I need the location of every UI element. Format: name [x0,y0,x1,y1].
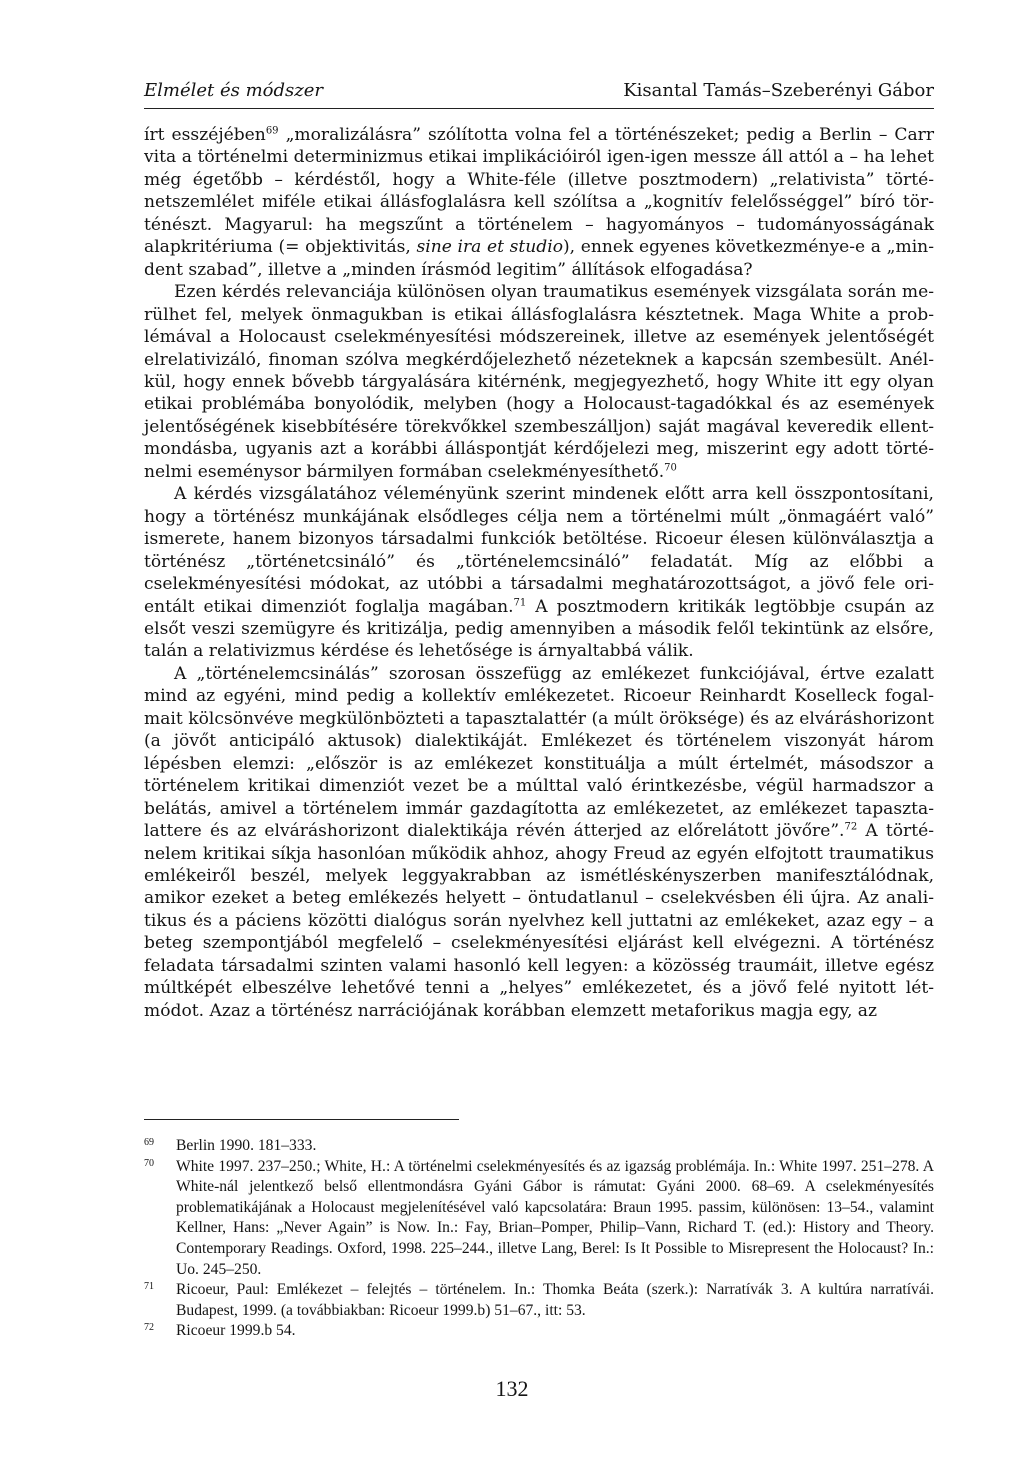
section-title: Elmélet és módszer [144,80,323,101]
footnote [144,1136,934,1157]
footnote-number: 71 [144,1281,154,1293]
text-run: Ezen kérdés relevanciája különösen olyan traumatikus események vizsgálata során merülhet fel, melyek önmagukban is etikai állásfoglalásra késztetnek. Maga White a problémával a Holocaust cselekményesítési módszereinek, illetve az események jelentőségét elrelativizáló, finoman szólva megkérdőjelezhető nézeteknek a kapcsán szembesült. Anélkül, hogy ennek bővebb tárgyalására kitérnénk, megjegyezhető, hogy White itt egy olyan etikai problémába bonyolódik, melyben (hogy a Holocaust-tagadókkal és az események jelentőségének kisebbítésére törekvőkkel szembeszálljon) saját magával keveredik ellentmondásba, ugyanis azt a korábbi álláspontját kérdőjelezi meg, miszerint egy adott történelmi eseménysor bármilyen formában cselekményesíthető. [144,282,934,482]
text-run: A történelem kritikai síkja hasonlóan működik ahhoz, ahogy Freud az egyén elfojtott traumatikus emlékeiről beszél, melyek leggyakrabban az ismétléskényszerben manifesztálódnak, amikor ezeket a beteg emlékezés helyett – öntudatlanul – cselekvésben éli újra. Az analitikus és a páciens közötti dialógus során nyelvhez kell juttatni az emlékeket, azaz egy – a beteg szempontjából megfelelő – cselekményesítési eljárást kell elvégezni. A történész feladata társadalmi szinten valami hasonló kell legyen: a közösség traumáit, illetve egész múltképét elbeszélve lehetővé tenni a „helyes” emlékezetet, és a jövő felé nyitott létmódot. Azaz a történész narrációjának korábban elemzett metaforikus magja egy, az [144,821,934,1021]
footnote-text: White 1997. 237–250.; White, H.: A történelmi cselekményesítés és az igazság problémája. In.: White 1997. 251–278. A White-nál jelentkező belső ellentmondásra Gyáni Gábor is rámutat: Gyáni 2000. 68–69. A cselekményesítés problematikájának a Holocaust megjelenítésével való kapcsolatára: Braun 1995. passim, különösen: 13–54., valamint Kellner, Hans: „Never Again” is Now. In.: Fay, Brian–Pomper, Philip–Vann, Richard T. (ed.): History and Theory. Contemporary Readings. Oxford, 1998. 225–244., illetve Lang, Berel: Is It Possible to Misrepresent the Holocaust? In.: Uo. 245–250. [176,1157,934,1278]
paragraph [144,483,934,663]
footnote-text: Ricoeur, Paul: Emlékezet – felejtés – történelem. In.: Thomka Beáta (szerk.): Narratívák 3. A kultúra narratívái. Budapest, 1999. (a továbbiakban: Ricoeur 1999.b) 51–67., itt: 53. [176,1281,934,1319]
author-names: Kisantal Tamás–Szeberényi Gábor [623,80,934,101]
text-run: A „történelemcsinálás” szorosan összefügg az emlékezet funkciójával, értve ezalatt mind az egyéni, mind pedig a kollektív emlékezetet. Ricoeur Reinhardt Koselleck fogalmait kölcsönvéve megkülönbözteti a tapasztalattér (a múlt öröksége) és az elváráshorizont (a jövőt anticipáló aktusok) dialektikáját. Emlékezet és történelem viszonyát három lépésben elemzi: „először is az emlékezet konstituálja a múlt értelmét, másodszor a történelem kritikai dimenziót vezet be a múlttal való érintkezésbe, végül harmadszor a belátás, amivel a történelem immár gazdagította az emlékezetet, az emlékezet tapasztalattere és az elváráshorizont dialektikája révén átterjed az előrelátott jövőre”. [144,663,934,842]
running-header [144,78,934,109]
footnote-text: Berlin 1990. 181–333. [176,1137,317,1154]
text-run: ), ennek egyenes következménye-e a „mindent szabad”, illetve a „minden írásmód legitim” állítások elfogadása? [144,237,934,280]
footnote [144,1280,934,1321]
main-text [144,124,934,1022]
text-run: A kérdés vizsgálatához véleményünk szerint mindenek előtt arra kell összpontosítani, hogy a történész munkájának elsődleges célja nem a történelmi múlt „önmagáért való” ismerete, hanem bizonyos társadalmi funkciók betöltése. Ricoeur élesen különválasztja a történész „történetcsináló” és „történelemcsináló” feladatát. Míg az előbbi a cselekményesítési módokat, az utóbbi a társadalmi meghatározottságot, a jövő fele orientált etikai dimenziót foglalja magában. [144,484,934,617]
text-run: írt esszéjében [144,125,266,145]
text-run: „moralizálásra” szólította volna fel a történészeket; pedig a Berlin – Carr vita a történelmi determinizmus etikai implikációiról igen-igen messze áll attól a – ha lehet még égetőbb – kérdéstől, hogy a White-féle (illetve posztmodern) „relativista” történetszemlélet miféle etikai állásfoglalásra kell szólítsa a „kognitív felelősséggel” bíró történészt. Magyarul: ha megszűnt a történelem – hagyományos – tudományosságának alapkritériuma (= objektivitás, [144,125,935,258]
paragraph [144,124,934,281]
footnote-number: 70 [144,1157,154,1169]
footnote-ref: 71 [513,596,527,608]
footnote-ref: 70 [664,462,677,474]
footnote-number: 72 [144,1322,154,1334]
footnote-ref: 72 [844,821,858,833]
text-run: A posztmodern kritikák legtöbbje csupán az elsőt veszi szemügyre és kritizálja, pedig amennyiben a második felől tekintünk az elsőre, talán a relativizmus kérdése és lehetősége is árnyaltabbá válik. [144,596,934,662]
footnote-divider [144,1119,459,1120]
paragraph [144,281,934,483]
footnote-number: 69 [144,1137,154,1148]
footnote [144,1157,934,1281]
footnote [144,1321,934,1342]
footnote-text: Ricoeur 1999.b 54. [176,1322,296,1340]
paragraph [144,663,934,1022]
page-number: 132 [495,1376,529,1401]
italic-phrase: sine ira et studio [416,237,563,258]
footnotes [144,1136,934,1342]
footnote-ref: 69 [265,125,279,137]
